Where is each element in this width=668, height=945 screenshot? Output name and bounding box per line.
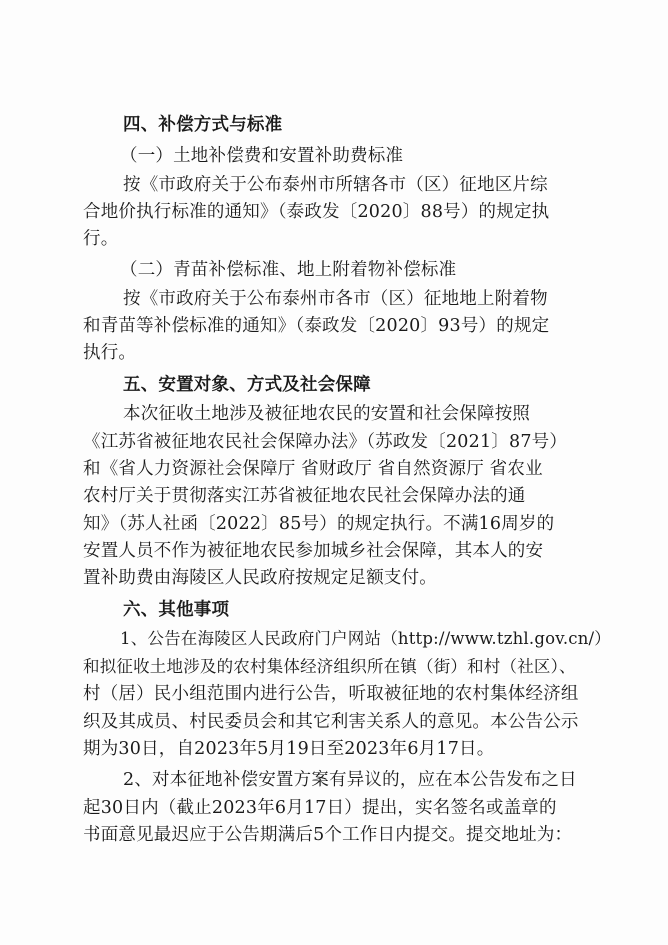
paragraph-line: 按《市政府关于公布泰州市各市（区）征地地上附着物 (123, 289, 548, 309)
paragraph-line: 知》（苏人社函〔2022〕85号）的规定执行。不满16周岁的 (83, 514, 555, 534)
paragraph-line: 合地价执行标准的通知》（泰政发〔2020〕88号）的规定执 (83, 202, 550, 222)
paragraph-line: 和拟征收土地涉及的农村集体经济组织所在镇（街）和村（社区）、 (83, 657, 576, 676)
paragraph-line: 书面意见最迟应于公告期满后5个工作日内提交。提交地址为： (83, 825, 573, 845)
paragraph-line: 1、公告在海陵区人民政府门户网站（http://www.tzhl.gov.cn/） (120, 629, 611, 648)
paragraph-line: 本次征收土地涉及被征地农民的安置和社会保障按照 (123, 404, 531, 424)
paragraph-line: 和《省人力资源社会保障厅 省财政厅 省自然资源厅 省农业 (83, 459, 543, 479)
paragraph-line: 置补助费由海陵区人民政府按规定足额支付。 (83, 568, 437, 588)
paragraph-line: 安置人员不作为被征地农民参加城乡社会保障，其本人的安 (83, 541, 544, 561)
paragraph-line: 按《市政府关于公布泰州市所辖各市（区）征地区片综 (123, 175, 548, 195)
paragraph-line: 行。 (83, 229, 119, 249)
paragraph-line: 《江苏省被征地农民社会保障办法》（苏政发〔2021〕87号） (83, 432, 568, 452)
paragraph-line: 村（居）民小组范围内进行公告，听取被征地的农村集体经济组 (83, 684, 579, 704)
paragraph-line: 农村厅关于贯彻落实江苏省被征地农民社会保障办法的通 (83, 486, 526, 506)
paragraph-line: 2、对本征地补偿安置方案有异议的，应在本公告发布之日 (123, 770, 577, 790)
subsection-1-heading: （一）土地补偿费和安置补助费标准 (120, 146, 404, 166)
paragraph-line: 执行。 (83, 343, 137, 363)
section-6-heading: 六、其他事项 (123, 600, 230, 620)
section-4-heading: 四、补偿方式与标准 (123, 115, 283, 135)
paragraph-line: 织及其成员、村民委员会和其它利害关系人的意见。本公告公示 (83, 712, 579, 732)
paragraph-line: 起30日内（截止2023年6月17日）提出，实名签名或盖章的 (83, 798, 557, 818)
section-5-heading: 五、安置对象、方式及社会保障 (123, 375, 371, 395)
subsection-2-heading: （二）青苗补偿标准、地上附着物补偿标准 (120, 260, 457, 280)
paragraph-line: 期为30日，自2023年5月19日至2023年6月17日。 (83, 739, 495, 759)
paragraph-line: 和青苗等补偿标准的通知》（泰政发〔2020〕93号）的规定 (83, 316, 550, 336)
